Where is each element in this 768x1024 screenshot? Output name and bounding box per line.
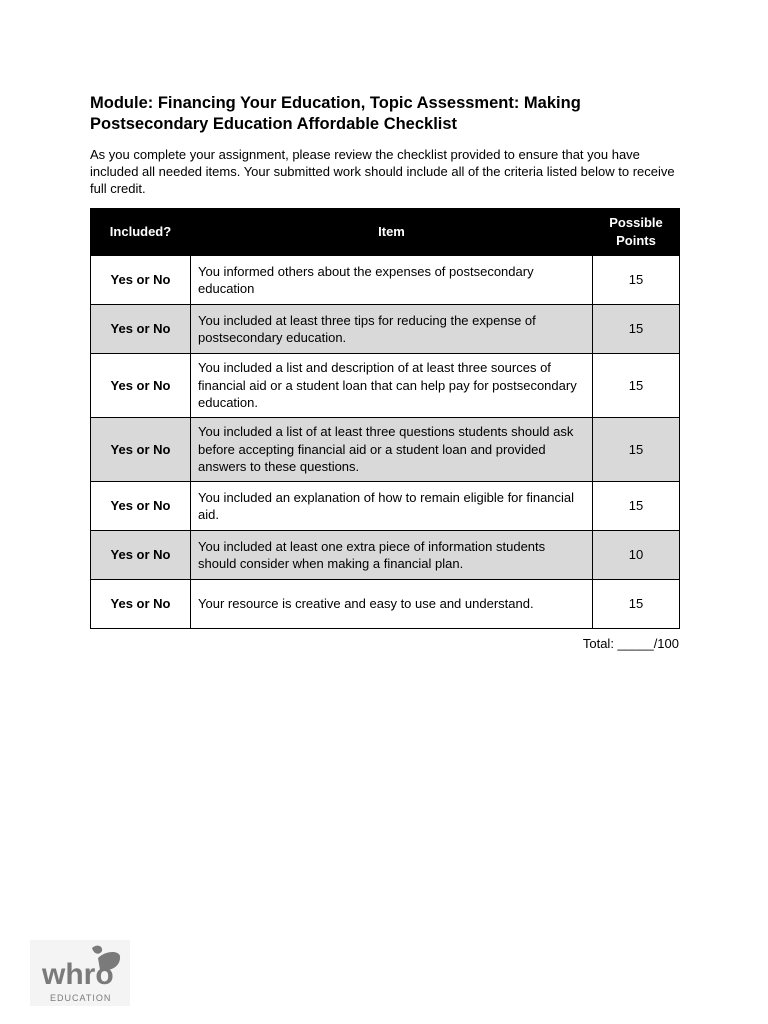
table-row: [91, 482, 680, 531]
svg-text:whro: whro: [42, 958, 114, 991]
item-cell: You included a list and description of at least three sources of financial aid or a student loan that can help pay for postsecondary education.: [191, 354, 593, 418]
points-cell: 15: [593, 418, 680, 482]
points-cell: 15: [593, 354, 680, 418]
item-cell: You included at least one extra piece of information students should consider when making a financial plan.: [191, 531, 593, 580]
table-row: [91, 354, 680, 418]
table-header-row: [91, 209, 680, 256]
checklist-table: [90, 208, 680, 629]
table-row: [91, 531, 680, 580]
item-cell: You included an explanation of how to remain eligible for financial aid.: [191, 482, 593, 531]
points-cell: 15: [593, 580, 680, 629]
item-cell: You included at least three tips for reducing the expense of postsecondary education.: [191, 305, 593, 354]
included-cell: Yes or No: [91, 531, 191, 580]
points-cell: 15: [593, 482, 680, 531]
included-cell: Yes or No: [91, 482, 191, 531]
included-cell: Yes or No: [91, 580, 191, 629]
points-cell: 15: [593, 305, 680, 354]
item-cell: You informed others about the expenses of postsecondary education: [191, 256, 593, 305]
points-cell: 10: [593, 531, 680, 580]
whro-logo-icon: [30, 940, 130, 1006]
svg-text:EDUCATION: EDUCATION: [50, 993, 112, 1003]
included-cell: Yes or No: [91, 354, 191, 418]
table-row: [91, 418, 680, 482]
table-row: [91, 305, 680, 354]
points-cell: 15: [593, 256, 680, 305]
item-cell: Your resource is creative and easy to use and understand.: [191, 580, 593, 629]
page-title: Module: Financing Your Education, Topic Assessment: Making Postsecondary Education Affordable Checklist: [90, 94, 581, 133]
header-points: [593, 209, 680, 256]
included-cell: Yes or No: [91, 418, 191, 482]
table-row: [91, 580, 680, 629]
header-item: Item: [191, 209, 593, 256]
intro-paragraph: As you complete your assignment, please review the checklist provided to ensure that you have included all needed items. Your submitted work should include all of the criteria listed below to receive full credit.: [90, 147, 675, 196]
total-score: Total: _____/100: [582, 636, 679, 651]
included-cell: Yes or No: [91, 256, 191, 305]
header-points-line1: Possible: [609, 215, 663, 230]
table-row: [91, 256, 680, 305]
item-cell: You included a list of at least three questions students should ask before accepting financial aid or a student loan and provided answers to these questions.: [191, 418, 593, 482]
header-included: Included?: [91, 209, 191, 256]
header-points-line2: Points: [616, 233, 656, 248]
included-cell: Yes or No: [91, 305, 191, 354]
